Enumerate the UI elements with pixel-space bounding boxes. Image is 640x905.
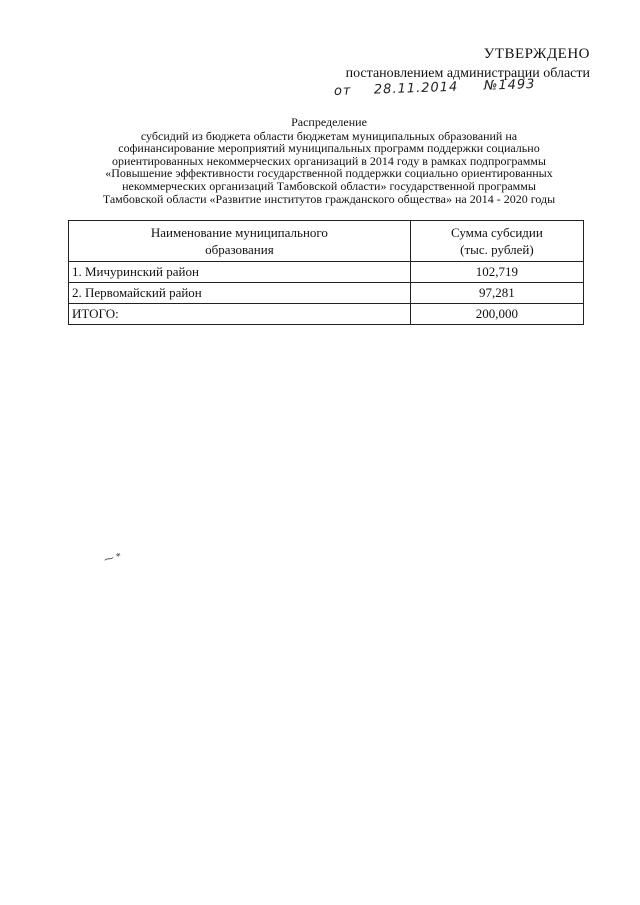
column-header-sum-line1: Сумма субсидии (450, 225, 543, 240)
heading-line: «Повышение эффективности государственной поддержки социально ориентированных (105, 166, 553, 181)
heading-line: софинансирование мероприятий муниципальных программ поддержки социально (118, 141, 540, 156)
table-total-row (69, 304, 584, 325)
heading-line: некоммерческих организаций Тамбовской области» государственной программы (122, 178, 536, 193)
table-cell-total-label: ИТОГО: (69, 304, 411, 325)
table-row (69, 283, 584, 304)
handwritten-number: №1493 (483, 76, 536, 94)
heading-title: Распределение (291, 115, 367, 129)
handwritten-date: 28.11.2014 (373, 79, 459, 98)
handwritten-prefix: от (333, 83, 352, 100)
column-header-name-line2: образования (205, 242, 274, 257)
table-cell-sum: 97,281 (410, 283, 583, 304)
table-cell-name: 2. Первомайский район (69, 283, 411, 304)
table-row (69, 262, 584, 283)
column-header-sum (410, 221, 583, 262)
approval-stamp-title: УТВЕРЖДЕНО (483, 46, 590, 62)
stray-pen-mark: ⁓ * (102, 550, 123, 567)
subsidy-table (68, 220, 584, 325)
heading-line: Тамбовской области «Развитие институтов гражданского общества» на 2014 - 2020 годы (102, 191, 556, 206)
table-cell-total-sum: 200,000 (410, 304, 583, 325)
column-header-name-line1: Наименование муниципального (150, 225, 328, 240)
approval-decree-text: постановлением администрации области (345, 66, 590, 81)
document-heading (64, 116, 594, 205)
heading-line: ориентированных некоммерческих организаций в 2014 году в рамках подпрограммы (112, 153, 546, 168)
table-header-row (69, 221, 584, 262)
column-header-name (69, 221, 411, 262)
column-header-sum-line2: (тыс. рублей) (460, 242, 534, 257)
table-cell-sum: 102,719 (410, 262, 583, 283)
table-cell-name: 1. Мичуринский район (69, 262, 411, 283)
heading-line: субсидий из бюджета области бюджетам муниципальных образований на (140, 128, 518, 143)
